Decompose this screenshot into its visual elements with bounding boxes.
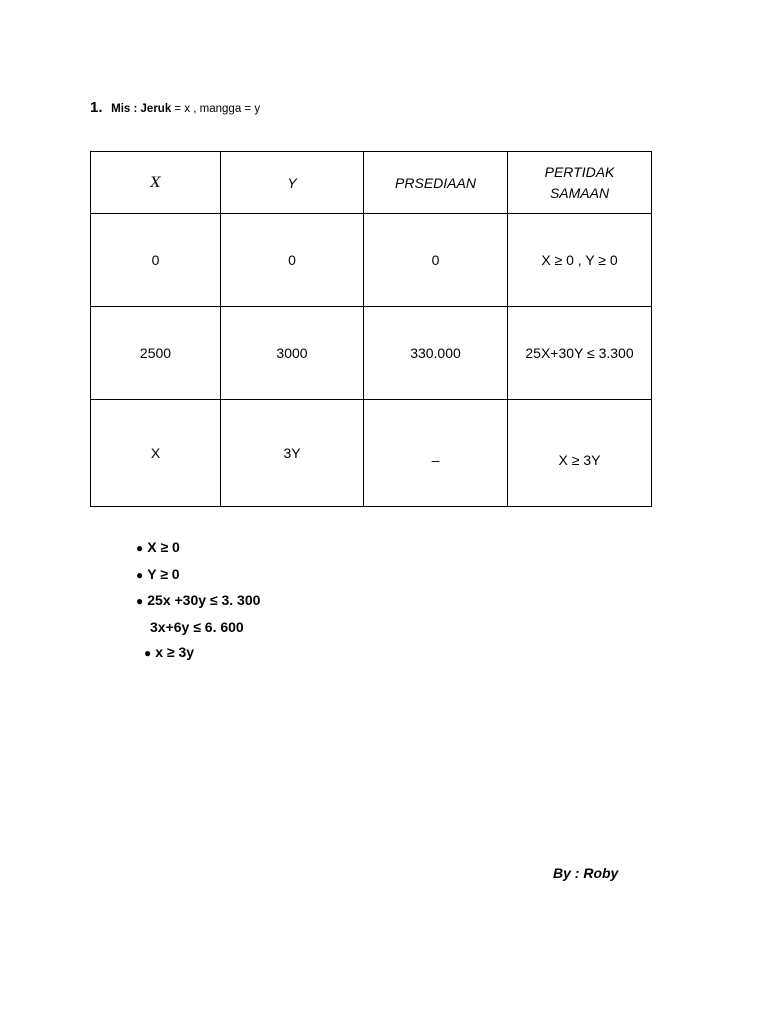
list-item bbox=[136, 562, 260, 589]
problem-number: 1. bbox=[90, 99, 103, 116]
list-item-text: x ≥ 3y bbox=[155, 644, 195, 660]
variable-definition-rest: = x , mangga = y bbox=[171, 103, 261, 115]
variable-definition-prefix: Mis : Jeruk bbox=[111, 103, 172, 115]
table-cell: 0 bbox=[364, 214, 508, 307]
header-y: Y bbox=[221, 152, 364, 214]
bullet-icon: ● bbox=[136, 567, 144, 582]
constraint-table bbox=[90, 151, 652, 507]
table-header-row bbox=[91, 152, 652, 214]
list-item-text: X ≥ 0 bbox=[147, 539, 180, 555]
header-ineq-line1: PERTIDAK bbox=[544, 163, 615, 180]
author-signature: By : Roby bbox=[553, 865, 619, 881]
table-cell: 0 bbox=[221, 214, 364, 307]
table-cell: 2500 bbox=[91, 307, 221, 400]
header-ineq-line2: SAMAAN bbox=[549, 184, 610, 201]
table-row bbox=[91, 214, 652, 307]
table-cell: X ≥ 3Y bbox=[508, 400, 652, 507]
bullet-icon: ● bbox=[136, 594, 144, 608]
table-cell: 330.000 bbox=[364, 307, 508, 400]
bullet-icon: ● bbox=[136, 541, 144, 555]
table-cell: X ≥ 0 , Y ≥ 0 bbox=[508, 214, 652, 307]
table-row bbox=[91, 307, 652, 400]
table-cell: – bbox=[364, 400, 508, 507]
bullet-icon: ● bbox=[144, 646, 152, 660]
problem-heading bbox=[90, 99, 260, 116]
table-cell: 0 bbox=[91, 214, 221, 307]
variable-definition bbox=[111, 103, 260, 115]
list-item bbox=[136, 588, 260, 615]
list-item bbox=[136, 640, 260, 667]
list-item-text: 3x+6y ≤ 6. 600 bbox=[150, 618, 244, 635]
header-prsediaan: PRSEDIAAN bbox=[364, 152, 508, 214]
constraint-list bbox=[136, 535, 260, 667]
table-cell: 25X+30Y ≤ 3.300 bbox=[508, 307, 652, 400]
table-cell: 3000 bbox=[221, 307, 364, 400]
table-row bbox=[91, 400, 652, 507]
table-cell: 3Y bbox=[221, 400, 364, 507]
list-item bbox=[136, 615, 260, 641]
list-item bbox=[136, 535, 260, 562]
table-cell: X bbox=[91, 400, 221, 507]
list-item-text: Y ≥ 0 bbox=[147, 565, 180, 582]
list-item-text: 25x +30y ≤ 3. 300 bbox=[147, 592, 261, 608]
header-pertidak-samaan bbox=[508, 152, 652, 214]
header-x: X bbox=[91, 152, 221, 214]
